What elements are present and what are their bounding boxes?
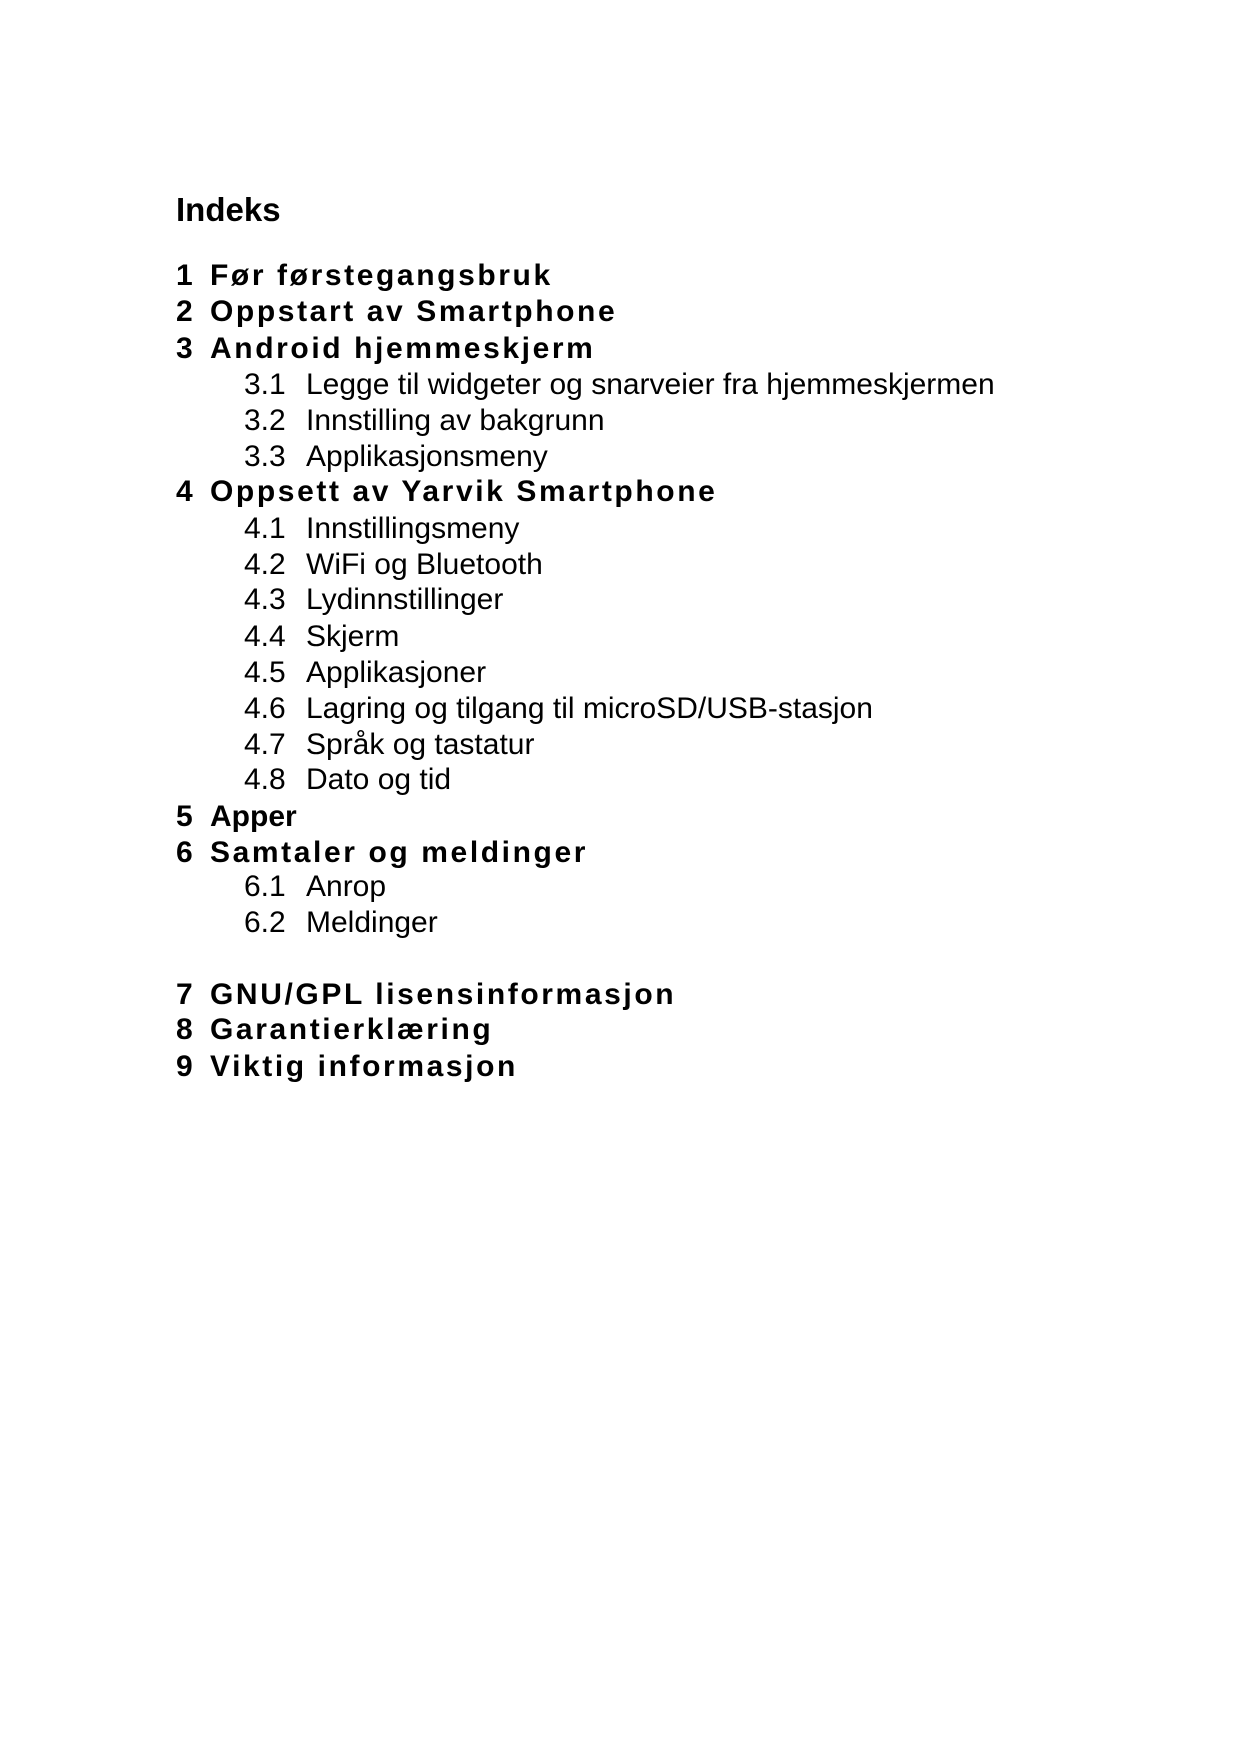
toc-entry-label: Skjerm bbox=[306, 620, 400, 653]
toc-entry-label: Lagring og tilgang til microSD/USB-stasjon bbox=[306, 692, 873, 725]
toc-entry-label: Android hjemmeskjerm bbox=[210, 332, 596, 365]
toc-entry-number: 3 bbox=[176, 332, 196, 365]
toc-entry-number: 3.3 bbox=[244, 440, 286, 473]
toc-entry-label: Legge til widgeter og snarveier fra hjemmeskjermen bbox=[306, 368, 995, 401]
toc-entry-3-1 bbox=[244, 367, 995, 403]
toc-entry-number: 5 bbox=[176, 800, 193, 833]
toc-entry-number: 3.2 bbox=[244, 404, 286, 437]
toc-entry-label: Innstillingsmeny bbox=[306, 512, 520, 545]
toc-entry-number: 4.1 bbox=[244, 512, 286, 545]
toc-entry-3-2 bbox=[244, 403, 605, 439]
toc-entry-8 bbox=[176, 1012, 493, 1048]
toc-entry-label: Apper bbox=[210, 800, 297, 833]
toc-entry-label: Anrop bbox=[306, 870, 387, 903]
toc-entry-number: 4.4 bbox=[244, 620, 286, 653]
toc-entry-number: 4.3 bbox=[244, 583, 286, 616]
toc-entry-label: Innstilling av bakgrunn bbox=[306, 404, 605, 437]
toc-entry-number: 2 bbox=[176, 295, 196, 328]
toc-entry-4-1 bbox=[244, 511, 519, 547]
toc-entry-number: 6 bbox=[176, 836, 196, 869]
toc-entry-label: Applikasjonsmeny bbox=[306, 440, 548, 473]
toc-entry-label: Oppsett av Yarvik Smartphone bbox=[210, 475, 718, 508]
toc-entry-7 bbox=[176, 977, 676, 1013]
toc-entry-6 bbox=[176, 835, 588, 871]
toc-entry-4-3 bbox=[244, 582, 503, 618]
toc-entry-4-5 bbox=[244, 655, 486, 691]
toc-entry-number: 4.6 bbox=[244, 692, 286, 725]
toc-entry-number: 4.5 bbox=[244, 656, 286, 689]
toc-entry-number: 4 bbox=[176, 475, 196, 508]
toc-entry-3-3 bbox=[244, 439, 548, 475]
toc-entry-number: 4.8 bbox=[244, 763, 286, 796]
toc-entry-label: Lydinnstillinger bbox=[306, 583, 504, 616]
toc-entry-6-2 bbox=[244, 905, 438, 941]
toc-entry-4-6 bbox=[244, 691, 873, 727]
toc-entry-number: 9 bbox=[176, 1050, 196, 1083]
toc-entry-5 bbox=[176, 799, 297, 835]
toc-entry-number: 8 bbox=[176, 1013, 196, 1046]
toc-entry-number: 6.1 bbox=[244, 870, 286, 903]
toc-entry-number: 7 bbox=[176, 978, 196, 1011]
toc-entry-label: Språk og tastatur bbox=[306, 728, 535, 761]
toc-entry-label: Oppstart av Smartphone bbox=[210, 295, 618, 328]
toc-entry-number: 4.7 bbox=[244, 728, 286, 761]
toc-entry-4 bbox=[176, 474, 717, 510]
toc-entry-4-4 bbox=[244, 619, 399, 655]
toc-entry-label: Applikasjoner bbox=[306, 656, 487, 689]
toc-entry-number: 4.2 bbox=[244, 548, 286, 581]
toc-entry-4-2 bbox=[244, 547, 543, 583]
toc-entry-number: 3.1 bbox=[244, 368, 286, 401]
index-title: Indeks bbox=[176, 191, 281, 228]
toc-entry-label: GNU/GPL lisensinformasjon bbox=[210, 978, 677, 1011]
toc-entry-label: Viktig informasjon bbox=[210, 1050, 518, 1083]
toc-entry-number: 1 bbox=[176, 259, 196, 292]
toc-entry-label: Meldinger bbox=[306, 906, 438, 939]
toc-entry-4-8 bbox=[244, 762, 451, 798]
toc-entry-label: Samtaler og meldinger bbox=[210, 836, 589, 869]
toc-entry-label: WiFi og Bluetooth bbox=[306, 548, 543, 581]
toc-entry-9 bbox=[176, 1049, 518, 1085]
toc-entry-3 bbox=[176, 331, 595, 367]
toc-entry-label: Dato og tid bbox=[306, 763, 452, 796]
toc-entry-label: Garantierklæring bbox=[210, 1013, 494, 1046]
toc-entry-2 bbox=[176, 294, 617, 330]
toc-entry-1 bbox=[176, 258, 553, 294]
toc-entry-6-1 bbox=[244, 869, 386, 905]
toc-entry-4-7 bbox=[244, 727, 534, 763]
toc-entry-number: 6.2 bbox=[244, 906, 286, 939]
toc-entry-label: Før førstegangsbruk bbox=[210, 259, 553, 292]
